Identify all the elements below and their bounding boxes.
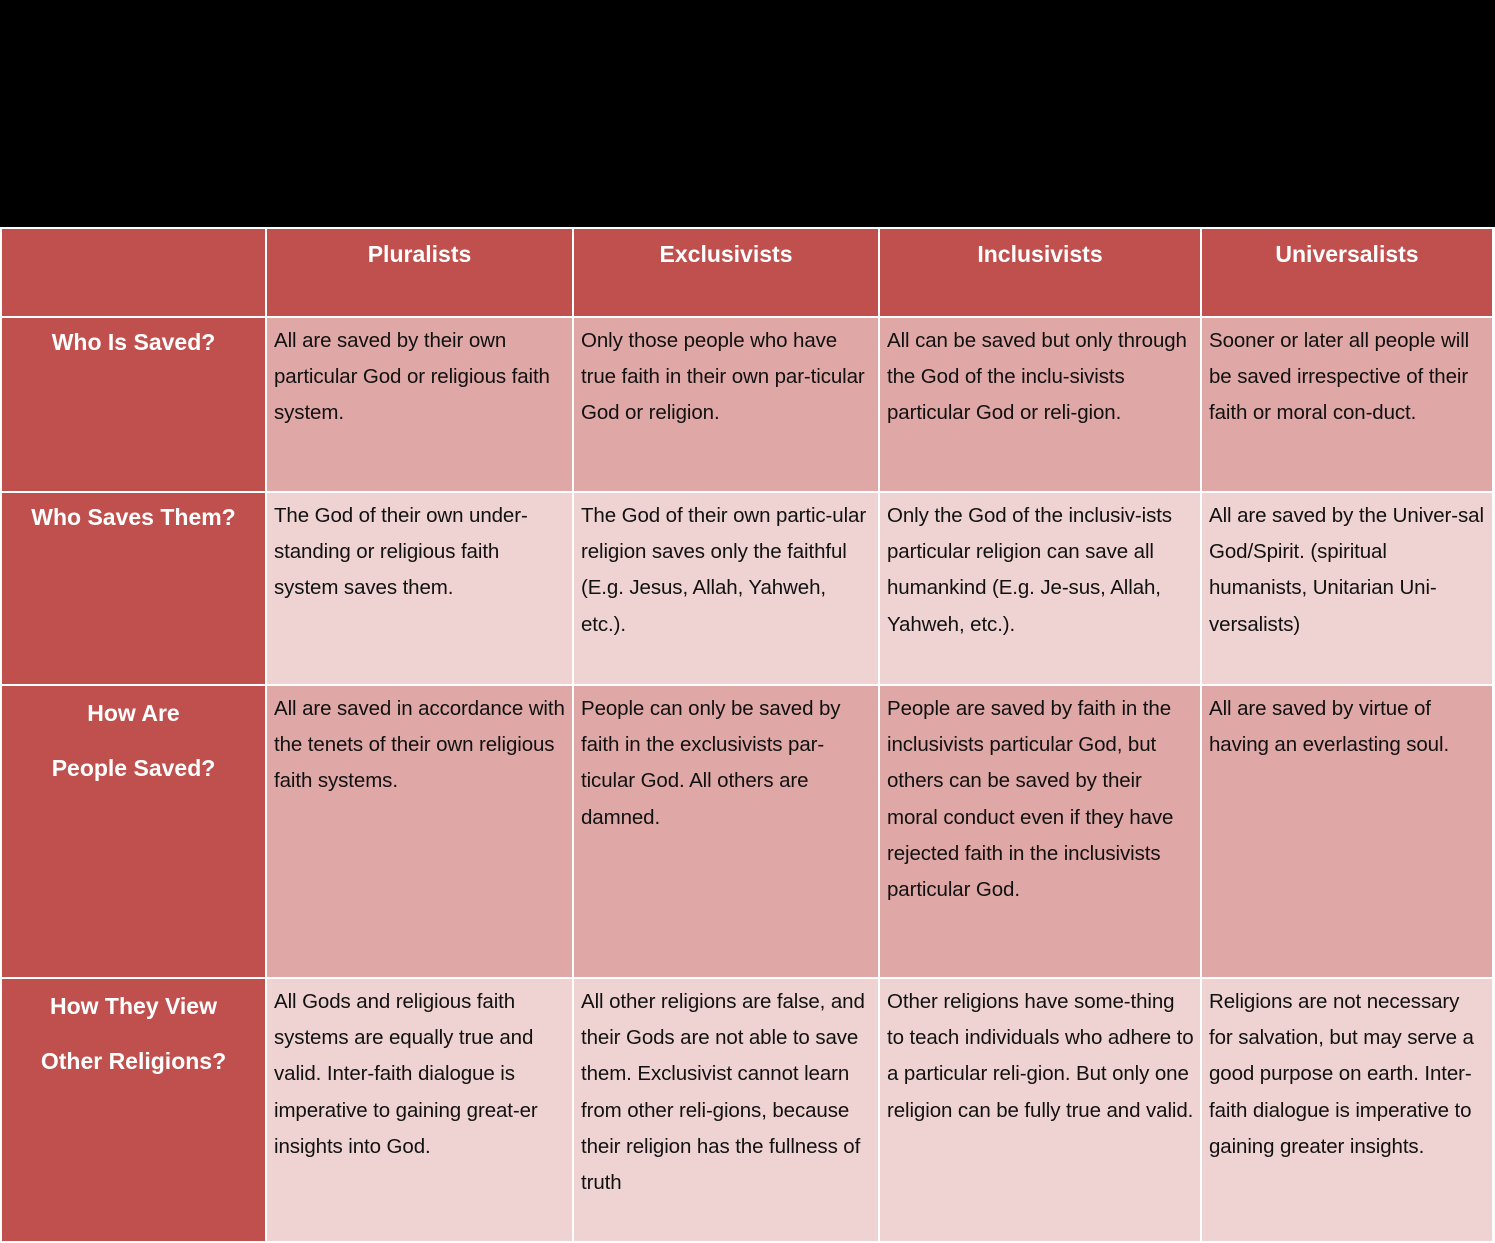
- cell-inclusivists-who-saves-them: Only the God of the inclusiv-ists particular religion can save all humankind (E.g. Je-sus, Allah, Yahweh, etc.).: [880, 493, 1200, 684]
- table-row-how-they-view-other-religions: [2, 979, 1492, 1241]
- row-header-label-line2: Other Religions?: [40, 1048, 227, 1074]
- row-header-label-line1: How They View: [49, 993, 217, 1019]
- cell-pluralists-how-saved: All are saved in accordance with the tenets of their own religious faith systems.: [267, 686, 572, 977]
- cell-inclusivists-view-others: Other religions have some-thing to teach individuals who adhere to a particular reli-gion. But only one religion can be fully true and valid.: [880, 979, 1200, 1241]
- row-header-label: Who Saves Them?: [31, 504, 236, 530]
- row-header-label: Who Is Saved?: [51, 329, 216, 355]
- table-row-how-are-people-saved: [2, 686, 1492, 977]
- cell-exclusivists-how-saved: People can only be saved by faith in the exclusivists par-ticular God. All others are damned.: [574, 686, 878, 977]
- cell-inclusivists-who-is-saved: All can be saved but only through the God of the inclu-sivists particular God or reli-gion.: [880, 318, 1200, 491]
- cell-pluralists-view-others: All Gods and religious faith systems are equally true and valid. Inter-faith dialogue is imperative to gaining great-er insights into God.: [267, 979, 572, 1241]
- row-header-who-is-saved: [2, 318, 265, 491]
- black-banner: [0, 0, 1495, 227]
- cell-inclusivists-how-saved: People are saved by faith in the inclusivists particular God, but others can be saved by their moral conduct even if they have rejected faith in the inclusivists particular God.: [880, 686, 1200, 977]
- column-header-inclusivists: Inclusivists: [880, 229, 1200, 316]
- row-header-how-are-people-saved: [2, 686, 265, 977]
- row-header-label-line2: People Saved?: [51, 755, 216, 781]
- cell-exclusivists-who-is-saved: Only those people who have true faith in their own par-ticular God or religion.: [574, 318, 878, 491]
- cell-universalists-who-is-saved: Sooner or later all people will be saved irrespective of their faith or moral con-duct.: [1202, 318, 1492, 491]
- cell-exclusivists-view-others: All other religions are false, and their Gods are not able to save them. Exclusivist cannot learn from other reli-gions, because their religion has the fullness of truth: [574, 979, 878, 1241]
- header-row: [2, 229, 1492, 316]
- column-header-exclusivists: Exclusivists: [574, 229, 878, 316]
- corner-cell: [2, 229, 265, 316]
- table-row-who-is-saved: [2, 318, 1492, 491]
- salvation-views-comparison-table: [0, 227, 1494, 1243]
- row-header-how-they-view-other-religions: [2, 979, 265, 1241]
- table-row-who-saves-them: [2, 493, 1492, 684]
- row-header-label-line1: How Are: [87, 700, 180, 726]
- cell-universalists-how-saved: All are saved by virtue of having an everlasting soul.: [1202, 686, 1492, 977]
- comparison-table-container: [0, 227, 1495, 1243]
- row-header-who-saves-them: [2, 493, 265, 684]
- column-header-universalists: Universalists: [1202, 229, 1492, 316]
- cell-pluralists-who-saves-them: The God of their own under-standing or religious faith system saves them.: [267, 493, 572, 684]
- cell-pluralists-who-is-saved: All are saved by their own particular God or religious faith system.: [267, 318, 572, 491]
- cell-universalists-view-others: Religions are not necessary for salvation, but may serve a good purpose on earth. Inter-faith dialogue is imperative to gaining greater insights.: [1202, 979, 1492, 1241]
- cell-exclusivists-who-saves-them: The God of their own partic-ular religion saves only the faithful (E.g. Jesus, Allah, Yahweh, etc.).: [574, 493, 878, 684]
- column-header-pluralists: Pluralists: [267, 229, 572, 316]
- cell-universalists-who-saves-them: All are saved by the Univer-sal God/Spirit. (spiritual humanists, Unitarian Uni-versalists): [1202, 493, 1492, 684]
